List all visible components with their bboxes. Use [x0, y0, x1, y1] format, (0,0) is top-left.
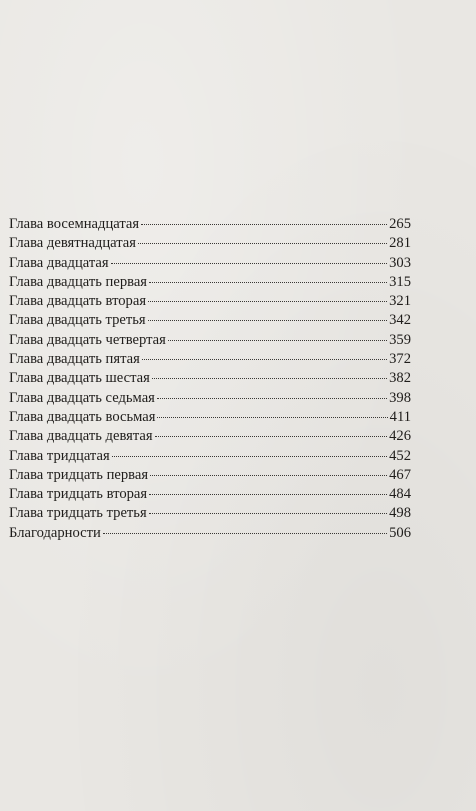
toc-entry	[9, 350, 411, 369]
toc-entry-title: Глава тридцать третья	[9, 505, 147, 522]
toc-entry-title: Глава двадцать девятая	[9, 428, 153, 445]
toc-entry	[9, 234, 411, 253]
toc-entry-title: Глава двадцать восьмая	[9, 408, 156, 425]
toc-entry-page: 303	[389, 254, 411, 271]
toc-entry-page: 452	[389, 447, 411, 464]
toc-entry-title: Глава двадцать четвертая	[9, 331, 166, 348]
toc-dot-leader	[150, 475, 387, 476]
toc-dot-leader	[112, 456, 387, 457]
toc-entry-page: 382	[389, 370, 411, 387]
toc-dot-leader	[149, 282, 387, 283]
toc-entry	[9, 389, 411, 408]
toc-entry-title: Глава двадцать седьмая	[9, 389, 155, 406]
toc-dot-leader	[152, 378, 387, 379]
toc-entry-page: 281	[389, 235, 411, 252]
toc-entry-page: 467	[389, 466, 411, 483]
toc-entry-title: Благодарности	[9, 524, 101, 541]
toc-dot-leader	[142, 359, 387, 360]
toc-entry	[9, 408, 411, 427]
toc-dot-leader	[141, 224, 387, 225]
toc-entry-title: Глава двадцать первая	[9, 273, 148, 290]
toc-entry-page: 372	[389, 351, 411, 368]
toc-entry-title: Глава тридцать первая	[9, 466, 149, 483]
toc-dot-leader	[157, 398, 387, 399]
toc-entry-title: Глава девятнадцатая	[9, 235, 136, 252]
toc-dot-leader	[103, 533, 387, 534]
toc-entry-page: 484	[389, 486, 411, 503]
toc-entry	[9, 524, 411, 543]
toc-dot-leader	[157, 417, 387, 418]
toc-dot-leader	[168, 340, 387, 341]
toc-entry-page: 498	[389, 505, 411, 522]
toc-entry-title: Глава двадцать шестая	[9, 370, 150, 387]
toc-entry-page: 321	[389, 293, 411, 310]
toc-entry-page: 315	[389, 273, 411, 290]
toc-entry	[9, 485, 411, 504]
toc-dot-leader	[111, 263, 388, 264]
toc-entry-title: Глава двадцатая	[9, 254, 109, 271]
toc-entry-page: 411	[389, 408, 411, 425]
toc-entry-title: Глава двадцать вторая	[9, 293, 147, 310]
toc-entry-title: Глава восемнадцатая	[9, 216, 140, 232]
toc-dot-leader	[155, 436, 388, 437]
toc-entry-title: Глава тридцать вторая	[9, 486, 148, 503]
toc-entry-title: Глава тридцатая	[9, 447, 110, 464]
toc-entry	[9, 311, 411, 330]
toc-entry-page: 398	[389, 389, 411, 406]
toc-entry	[9, 331, 411, 350]
toc-entry	[9, 466, 411, 485]
toc-dot-leader	[138, 243, 387, 244]
toc-entry	[9, 504, 411, 523]
toc-entry-title: Глава двадцать пятая	[9, 351, 140, 368]
toc-entry-title: Глава двадцать третья	[9, 312, 146, 329]
table-of-contents	[9, 215, 411, 543]
toc-entry-page: 506	[389, 524, 411, 541]
toc-entry-page: 342	[389, 312, 411, 329]
toc-entry-page: 359	[389, 331, 411, 348]
toc-entry	[9, 273, 411, 292]
toc-dot-leader	[149, 513, 387, 514]
toc-entry	[9, 427, 411, 446]
toc-entry	[9, 447, 411, 466]
toc-dot-leader	[148, 320, 387, 321]
toc-dot-leader	[148, 301, 387, 302]
toc-entry	[9, 254, 411, 273]
toc-entry-page: 426	[389, 428, 411, 445]
toc-entry	[9, 369, 411, 388]
toc-entry	[9, 215, 411, 234]
toc-dot-leader	[149, 494, 387, 495]
toc-entry-page: 265	[389, 216, 411, 232]
toc-entry	[9, 292, 411, 311]
